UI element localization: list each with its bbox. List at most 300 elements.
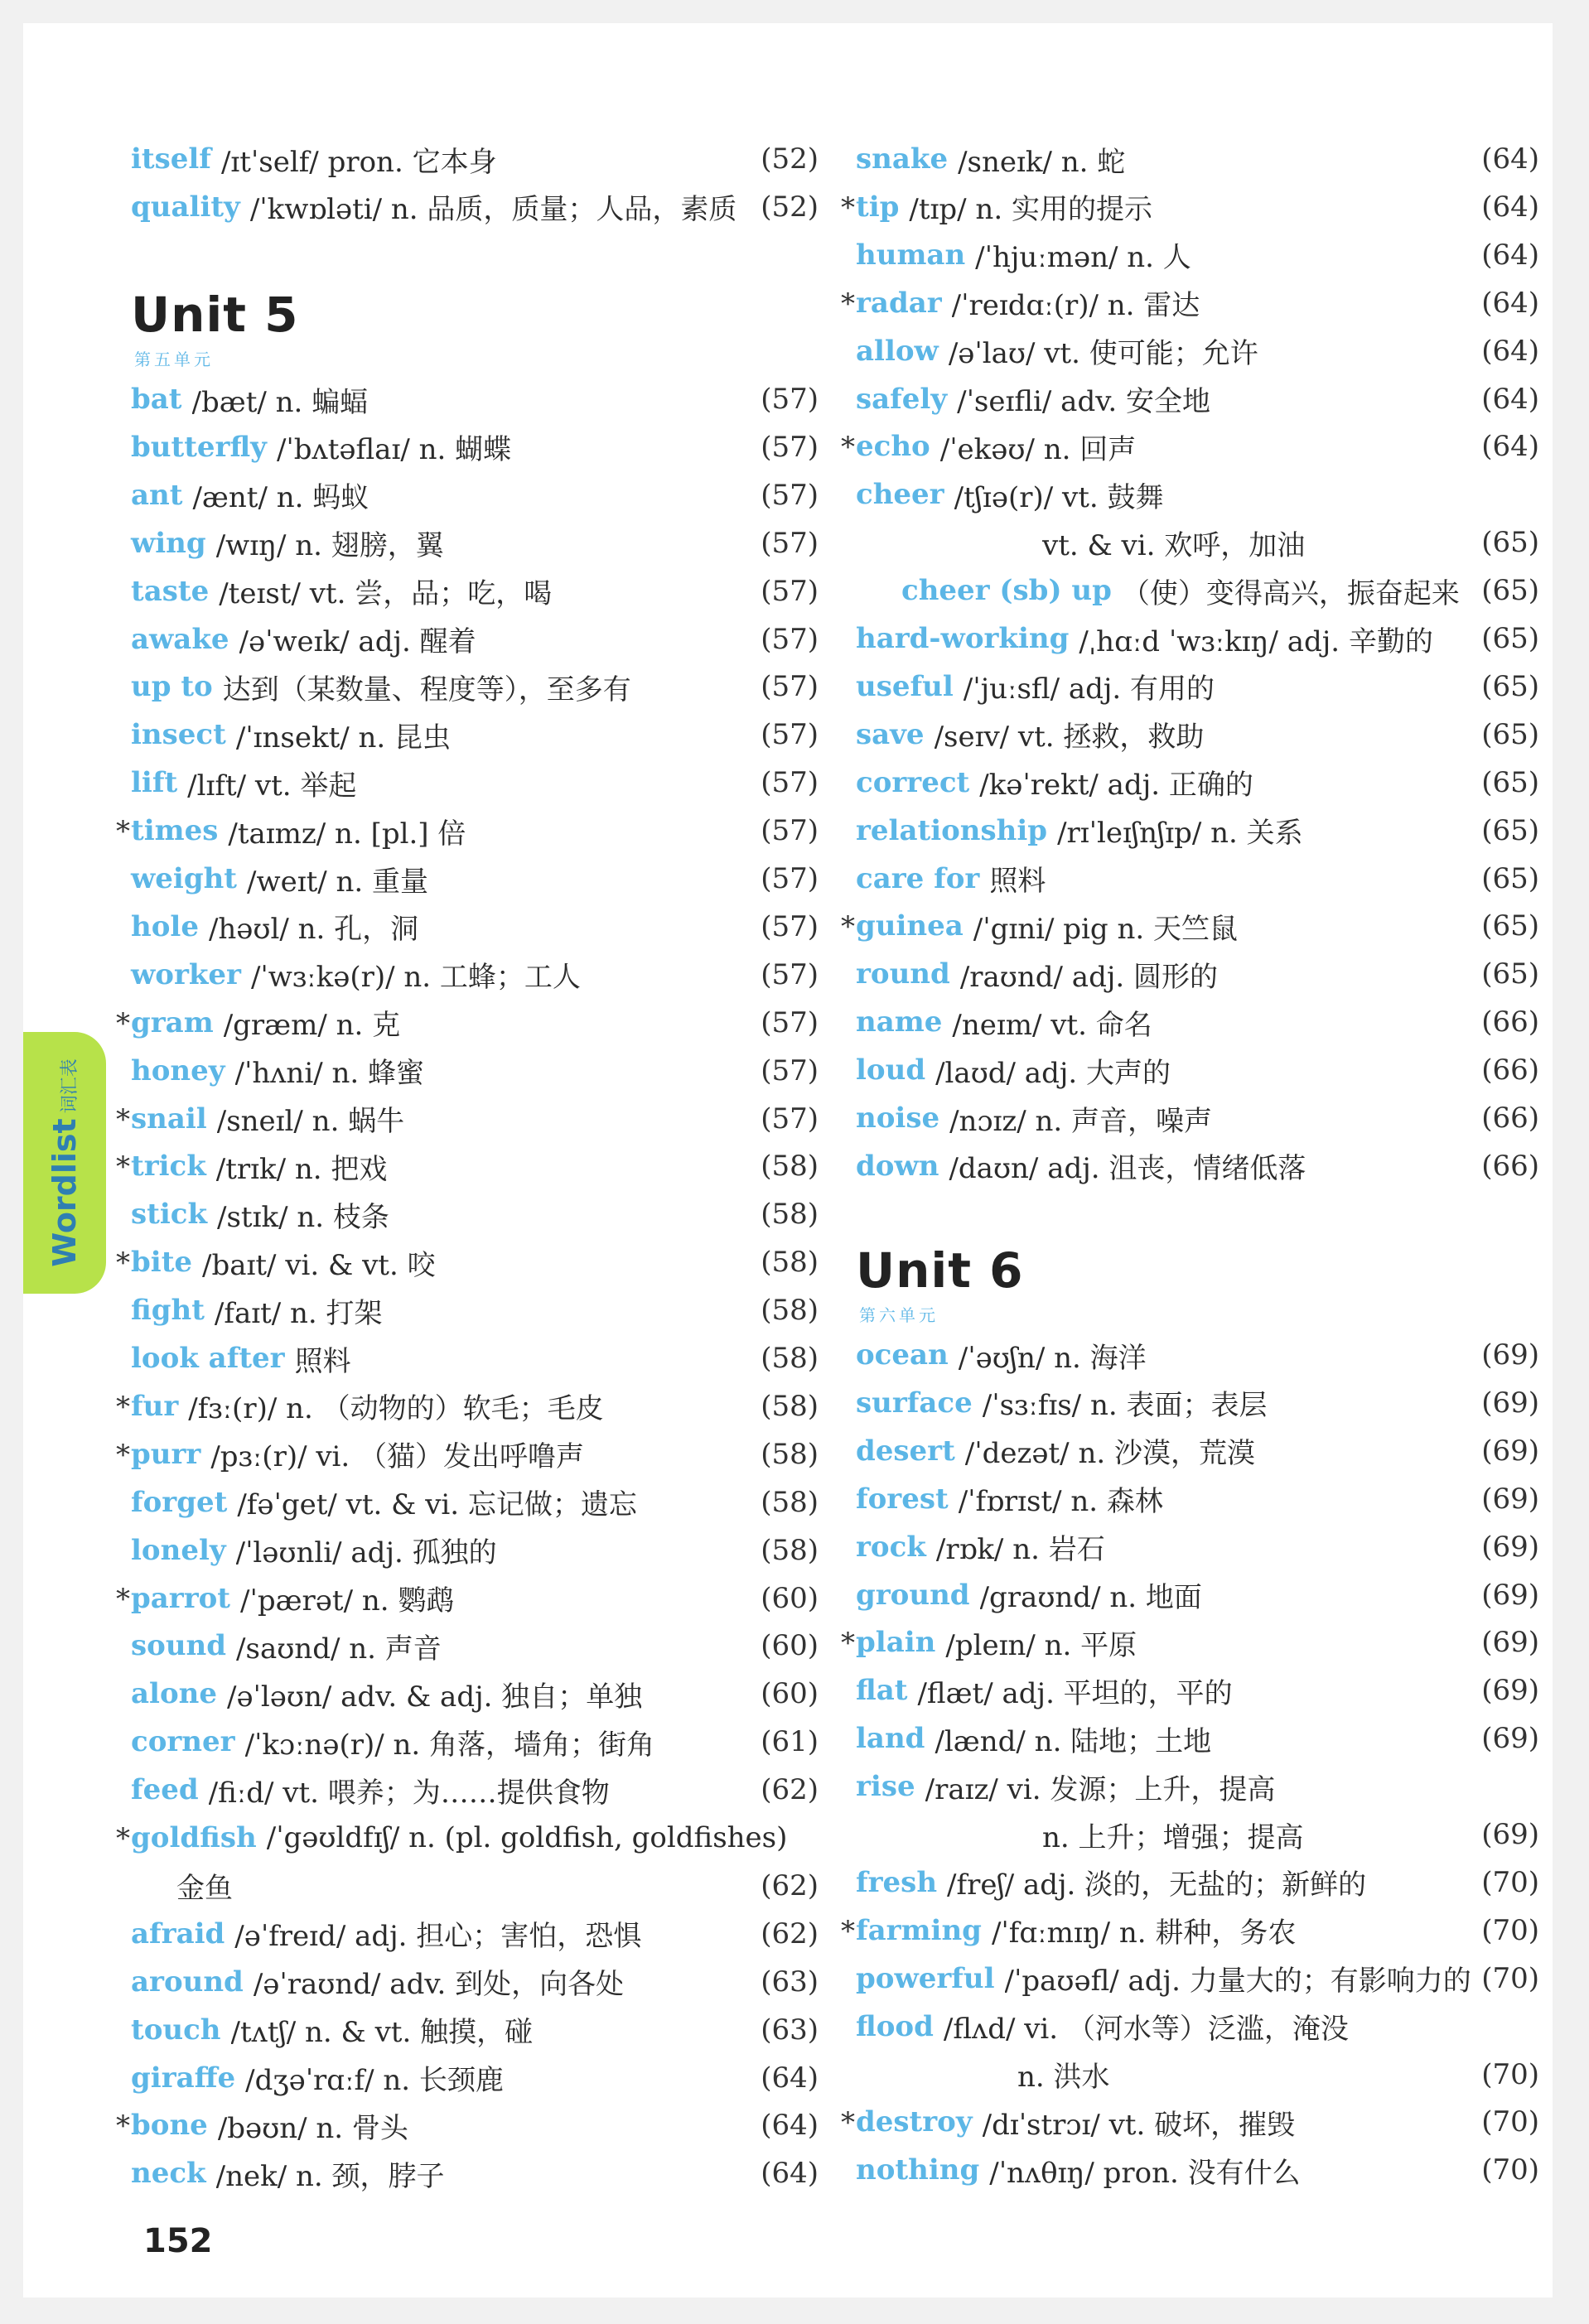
- asterisk-mark: *: [116, 1390, 130, 1424]
- page-reference: (57): [761, 1102, 819, 1135]
- word-entry: [116, 1815, 819, 1861]
- definition: /nek/ n. 颈，脖子: [215, 2159, 445, 2193]
- headword: taste: [131, 574, 210, 608]
- definition: /laʊd/ adj. 大声的: [935, 1056, 1171, 1090]
- definition: /pleɪn/ n. 平原: [945, 1628, 1137, 1662]
- page-reference: (65): [1481, 909, 1539, 943]
- word-entry: [116, 1239, 819, 1285]
- wordlist-tab-label: [46, 1058, 83, 1266]
- definition: /flʌd/ vi. （河水等）泛滥，淹没: [943, 2013, 1349, 2047]
- headword: lonely: [131, 1533, 226, 1567]
- page-reference: (58): [761, 1246, 819, 1280]
- word-entry: [856, 567, 1539, 614]
- definition: /teɪst/ vt. 尝，品；吃，喝: [219, 577, 553, 611]
- headword: save: [856, 717, 925, 751]
- page-reference: (65): [1481, 717, 1539, 751]
- definition: /graʊnd/ n. 地面: [979, 1581, 1202, 1614]
- asterisk-mark: *: [116, 2109, 130, 2143]
- page-reference: (58): [761, 1485, 819, 1519]
- headword: bat: [131, 383, 182, 416]
- headword: fresh: [856, 1865, 938, 1899]
- word-entry: [856, 1380, 1539, 1426]
- headword: goldfish: [131, 1821, 257, 1854]
- page-reference: (57): [761, 766, 819, 800]
- definition: /lɪft/ vt. 举起: [187, 769, 357, 803]
- definition: /rɒk/ n. 岩石: [935, 1533, 1105, 1567]
- headword: cheer (sb) up: [901, 574, 1112, 608]
- word-entry: [856, 328, 1539, 374]
- definition: n. 上升；增强；提高: [1042, 1820, 1304, 1854]
- word-entry: [841, 2099, 1539, 2145]
- page-reference: (69): [1481, 1578, 1539, 1612]
- definition: /ˈnʌθɪŋ/ pron. 没有什么: [989, 2156, 1301, 2190]
- word-entry: [116, 1383, 819, 1430]
- definition: 金鱼: [176, 1872, 233, 1906]
- definition: /ˈgɪni/ pig n. 天竺鼠: [973, 912, 1238, 946]
- definition: /bæt/ n. 蝙蝠: [191, 385, 369, 419]
- definition: 照料: [294, 1344, 351, 1378]
- page-reference: (70): [1481, 1913, 1539, 1947]
- page-reference: (65): [1481, 574, 1539, 608]
- headword: insect: [131, 718, 226, 752]
- definition: /ˈpaʊəfl/ adj. 力量大的；有影响力的: [1004, 1965, 1471, 1999]
- page-reference: (70): [1481, 1865, 1539, 1899]
- headword: round: [856, 957, 950, 991]
- headword: lift: [131, 766, 178, 800]
- headword: forget: [131, 1485, 228, 1519]
- page-reference: (64): [1481, 190, 1539, 224]
- definition: /sneɪl/ n. 蜗牛: [216, 1105, 405, 1138]
- word-entry: [841, 423, 1539, 470]
- page-reference: (64): [1481, 382, 1539, 416]
- word-entry: [116, 2102, 819, 2148]
- headword: care for: [856, 861, 980, 895]
- headword: rise: [856, 1770, 915, 1804]
- word-entry: [131, 1048, 819, 1094]
- definition: /rɪˈleɪʃnʃɪp/ n. 关系: [1057, 817, 1303, 851]
- headword: neck: [131, 2157, 206, 2191]
- headword: powerful: [856, 1961, 995, 1995]
- definition: /dɪˈstrɔɪ/ vt. 破坏，摧毁: [982, 2108, 1296, 2142]
- headword: cheer: [856, 478, 944, 512]
- page-reference: (58): [761, 1533, 819, 1567]
- page-reference: (57): [761, 1054, 819, 1087]
- definition: /ˈpærət/ n. 鹦鹉: [240, 1584, 455, 1618]
- page-reference: (66): [1481, 1102, 1539, 1135]
- definition: /flæt/ adj. 平坦的，平的: [917, 1676, 1233, 1710]
- headword: nothing: [856, 2153, 980, 2187]
- asterisk-mark: *: [841, 910, 855, 944]
- definition: /fɜː(r)/ n. （动物的）软毛；毛皮: [188, 1392, 604, 1426]
- word-entry: [856, 951, 1539, 997]
- definition: /ˈjuːsfl/ adj. 有用的: [963, 673, 1215, 706]
- word-entry: [856, 1859, 1539, 1906]
- definition: /bəʊn/ n. 骨头: [217, 2111, 408, 2145]
- asterisk-mark: *: [841, 287, 855, 321]
- page-reference: (60): [761, 1629, 819, 1663]
- page-reference: (65): [1481, 957, 1539, 991]
- definition: /ˈekəʊ/ n. 回声: [939, 432, 1137, 466]
- word-entry: [856, 615, 1539, 662]
- headword: echo: [856, 430, 930, 464]
- definition: /kəˈrekt/ adj. 正确的: [979, 769, 1253, 803]
- headword: weight: [131, 862, 238, 895]
- word-entry: [856, 2147, 1539, 2193]
- word-entry: [131, 2055, 819, 2101]
- definition: /fiːd/ vt. 喂养；为……提供食物: [208, 1776, 610, 1810]
- headword: surface: [856, 1386, 973, 1420]
- word-entry: [131, 568, 819, 615]
- page-reference: (57): [761, 814, 819, 848]
- headword: radar: [856, 286, 942, 320]
- asterisk-mark: *: [116, 815, 130, 849]
- word-entry: [131, 1335, 819, 1381]
- headword: flood: [856, 2009, 934, 2043]
- page-reference: (63): [761, 2013, 819, 2047]
- word-entry: [131, 1527, 819, 1574]
- word-entry: [131, 1863, 819, 1909]
- page-reference: (57): [761, 862, 819, 895]
- headword: hole: [131, 909, 199, 943]
- headword: plain: [856, 1626, 936, 1660]
- headword: noise: [856, 1102, 940, 1135]
- headword: useful: [856, 669, 954, 703]
- definition: /baɪt/ vi. & vt. 咬: [202, 1248, 436, 1282]
- tab-label-en: Wordlist: [46, 1118, 83, 1267]
- word-entry: [116, 1143, 819, 1189]
- page-reference: (58): [761, 1294, 819, 1328]
- page-reference: (57): [761, 478, 819, 512]
- definition: /ˈfɒrɪst/ n. 森林: [958, 1485, 1163, 1519]
- headword: honey: [131, 1054, 225, 1087]
- definition: /sneɪk/ n. 蛇: [958, 145, 1126, 179]
- headword: land: [856, 1722, 925, 1756]
- dictionary-page: [23, 23, 1553, 2297]
- definition: /ˈkɔːnə(r)/ n. 角落，墙角；街角: [244, 1728, 655, 1762]
- headword: desert: [856, 1434, 955, 1468]
- headword: name: [856, 1005, 943, 1039]
- word-entry: [856, 471, 1539, 518]
- page-reference: (69): [1481, 1338, 1539, 1372]
- definition: /ˈsɜːfɪs/ n. 表面；表层: [982, 1389, 1268, 1423]
- asterisk-mark: *: [116, 1006, 130, 1040]
- headword: quality: [131, 190, 240, 224]
- asterisk-mark: *: [116, 1102, 130, 1136]
- word-entry: [856, 711, 1539, 758]
- headword: parrot: [131, 1581, 231, 1615]
- headword: snake: [856, 142, 949, 176]
- definition: /ˈhʌni/ n. 蜂蜜: [234, 1057, 424, 1091]
- page-reference: (70): [1481, 2105, 1539, 2139]
- word-entry: [856, 2003, 1539, 2050]
- definition: /əˈlaʊ/ vt. 使可能；允许: [948, 337, 1258, 371]
- word-entry: [856, 1047, 1539, 1093]
- headword: correct: [856, 765, 970, 799]
- page-reference: (64): [1481, 334, 1539, 368]
- word-entry: [856, 663, 1539, 710]
- headword: sound: [131, 1629, 227, 1663]
- headword: corner: [131, 1725, 235, 1759]
- headword: awake: [131, 622, 229, 656]
- headword: times: [131, 814, 219, 848]
- page-reference: (64): [761, 2109, 819, 2143]
- definition: n. 洪水: [1017, 2061, 1110, 2094]
- headword: ground: [856, 1578, 970, 1612]
- headword: afraid: [131, 1917, 225, 1950]
- word-entry: [131, 1911, 819, 1957]
- page-reference: (57): [761, 526, 819, 560]
- definition: /əˈfreɪd/ adj. 担心；害怕，恐惧: [234, 1920, 642, 1954]
- unit-subheading: 第五单元: [134, 350, 214, 369]
- definition: /raʊnd/ adj. 圆形的: [959, 960, 1218, 994]
- page-reference: (69): [1481, 1818, 1539, 1851]
- definition: /ɪtˈself/ pron. 它本身: [220, 145, 497, 179]
- page-reference: (57): [761, 622, 819, 656]
- asterisk-mark: *: [841, 1627, 855, 1661]
- page-reference: (58): [761, 1389, 819, 1423]
- page-reference: (66): [1481, 1054, 1539, 1087]
- page-reference: (64): [1481, 142, 1539, 176]
- page-reference: (60): [761, 1581, 819, 1615]
- definition: /saʊnd/ n. 声音: [236, 1632, 442, 1666]
- headword: ocean: [856, 1338, 949, 1372]
- page-reference: (69): [1481, 1482, 1539, 1516]
- page-reference: (69): [1481, 1722, 1539, 1756]
- word-entry: [856, 136, 1539, 182]
- headword: worker: [131, 957, 241, 991]
- word-entry: [131, 1671, 819, 1717]
- definition: /lænd/ n. 陆地；土地: [935, 1724, 1212, 1758]
- headword: alone: [131, 1677, 217, 1711]
- headword: touch: [131, 2013, 221, 2047]
- page-reference: (58): [761, 1342, 819, 1375]
- page-reference: (66): [1481, 1005, 1539, 1039]
- word-entry: [856, 1763, 1539, 1810]
- headword: tip: [856, 190, 900, 224]
- word-entry: [856, 1332, 1539, 1378]
- page-reference: (65): [1481, 813, 1539, 847]
- definition: /neɪm/ vt. 命名: [952, 1008, 1152, 1042]
- definition: /ænt/ n. 蚂蚁: [192, 481, 369, 515]
- page-reference: (69): [1481, 1674, 1539, 1708]
- headword: wing: [131, 526, 206, 560]
- word-entry: [131, 1622, 819, 1669]
- page-reference: (57): [761, 718, 819, 752]
- word-entry: [116, 808, 819, 854]
- word-entry: [131, 376, 819, 422]
- word-entry: [841, 1907, 1539, 1954]
- headword: human: [856, 238, 966, 272]
- definition: /ˈbʌtəflaɪ/ n. 蝴蝶: [276, 433, 512, 467]
- asterisk-mark: *: [116, 1438, 130, 1472]
- page-reference: (70): [1481, 2057, 1539, 2091]
- definition: /ˈseɪfli/ adv. 安全地: [957, 385, 1210, 418]
- definition: /ˈɪnsekt/ n. 昆虫: [235, 721, 452, 755]
- definition: /freʃ/ adj. 淡的，无盐的；新鲜的: [947, 1868, 1367, 1902]
- headword: destroy: [856, 2105, 973, 2139]
- asterisk-mark: *: [841, 1914, 855, 1948]
- word-entry: [116, 1096, 819, 1142]
- definition: /fəˈget/ vt. & vi. 忘记做；遗忘: [237, 1488, 637, 1522]
- word-entry: [116, 1431, 819, 1478]
- page-reference: (65): [1481, 765, 1539, 799]
- word-entry: [131, 1479, 819, 1526]
- word-entry: [856, 1095, 1539, 1141]
- word-entry: [856, 1524, 1539, 1570]
- headword: farming: [856, 1913, 982, 1947]
- page-reference: (61): [761, 1725, 819, 1759]
- page-number: 152: [143, 2222, 213, 2260]
- headword: safely: [856, 382, 948, 416]
- asterisk-mark: *: [116, 1150, 130, 1184]
- definition: 照料: [989, 865, 1046, 898]
- headword: purr: [131, 1437, 201, 1471]
- definition: /tʌtʃ/ n. & vt. 触摸，碰: [230, 2016, 534, 2050]
- page-reference: (52): [761, 142, 819, 176]
- definition: /ˈwɜːkə(r)/ n. 工蜂；工人: [250, 961, 581, 995]
- word-entry: [856, 1476, 1539, 1522]
- headword: feed: [131, 1773, 199, 1807]
- word-entry: [131, 1287, 819, 1333]
- definition: /stɪk/ n. 枝条: [217, 1200, 389, 1234]
- headword: fight: [131, 1294, 205, 1328]
- page-reference: (69): [1481, 1626, 1539, 1660]
- page-reference: (65): [1481, 526, 1539, 560]
- page-reference: (58): [761, 1437, 819, 1471]
- headword: forest: [856, 1482, 949, 1516]
- page-reference: (69): [1481, 1386, 1539, 1420]
- word-entry: [131, 1191, 819, 1237]
- word-entry: [856, 759, 1539, 806]
- headword: down: [856, 1149, 939, 1183]
- unit-heading: Unit 6: [856, 1242, 1024, 1299]
- headword: trick: [131, 1150, 206, 1184]
- definition: /nɔɪz/ n. 声音，噪声: [949, 1104, 1213, 1138]
- page-reference: (57): [761, 670, 819, 704]
- word-entry: [131, 759, 819, 806]
- page-reference: (57): [761, 909, 819, 943]
- page-reference: (70): [1481, 2153, 1539, 2187]
- word-entry: [131, 904, 819, 950]
- word-entry: [856, 1811, 1539, 1858]
- word-entry: [131, 1767, 819, 1813]
- word-entry: [856, 1955, 1539, 2002]
- definition: /ˈləʊnli/ adj. 孤独的: [235, 1536, 497, 1570]
- word-entry: [856, 2052, 1539, 2098]
- page-reference: (69): [1481, 1434, 1539, 1468]
- headword: look after: [131, 1342, 285, 1375]
- headword: flat: [856, 1674, 908, 1708]
- definition: /ˈəʊʃn/ n. 海洋: [958, 1341, 1147, 1375]
- word-entry: [131, 424, 819, 470]
- word-entry: [841, 903, 1539, 949]
- page-reference: (63): [761, 1965, 819, 1999]
- word-entry: [856, 232, 1539, 278]
- tab-label-cn: 词汇表: [60, 1058, 80, 1114]
- word-entry: [856, 1572, 1539, 1618]
- page-reference: (64): [1481, 238, 1539, 272]
- definition: /əˈləʊn/ adv. & adj. 独自；单独: [226, 1680, 643, 1714]
- unit-heading: Unit 5: [131, 287, 299, 343]
- definition: /trɪk/ n. 把戏: [215, 1152, 388, 1186]
- page-reference: (52): [761, 190, 819, 224]
- definition: /dʒəˈrɑːf/ n. 长颈鹿: [245, 2064, 504, 2097]
- asterisk-mark: *: [841, 2106, 855, 2140]
- definition: /raɪz/ vi. 发源；上升，提高: [925, 1772, 1276, 1806]
- page-reference: (64): [761, 2061, 819, 2095]
- definition: /weɪt/ n. 重量: [247, 865, 429, 899]
- headword: gram: [131, 1005, 214, 1039]
- word-entry: [131, 520, 819, 567]
- headword: up to: [131, 670, 213, 704]
- definition: /ˈgəʊldfɪʃ/ n. (pl. goldfish, goldfishes): [266, 1821, 788, 1854]
- headword: allow: [856, 334, 939, 368]
- headword: ant: [131, 478, 183, 512]
- page-reference: (57): [761, 383, 819, 416]
- page-reference: (60): [761, 1677, 819, 1711]
- word-entry: [856, 999, 1539, 1045]
- word-entry: [116, 1000, 819, 1046]
- page-reference: (64): [1481, 286, 1539, 320]
- page-reference: (65): [1481, 861, 1539, 895]
- definition: /taɪmz/ n. [pl.] 倍: [228, 817, 466, 851]
- headword: loud: [856, 1054, 926, 1087]
- word-entry: [856, 1143, 1539, 1189]
- page-reference: (64): [1481, 430, 1539, 464]
- word-entry: [131, 1719, 819, 1765]
- page-reference: (57): [761, 957, 819, 991]
- definition: /pɜː(r)/ vi. （猫）发出呼噜声: [210, 1440, 585, 1474]
- page-reference: (62): [761, 1917, 819, 1950]
- asterisk-mark: *: [841, 431, 855, 465]
- unit-subheading: 第六单元: [859, 1305, 939, 1325]
- headword: hard-working: [856, 622, 1070, 655]
- headword: stick: [131, 1198, 208, 1232]
- page-reference: (64): [761, 2157, 819, 2191]
- word-entry: [131, 2007, 819, 2053]
- definition: /həʊl/ n. 孔，洞: [208, 913, 419, 947]
- word-entry: [841, 184, 1539, 230]
- word-entry: [131, 1959, 819, 2005]
- headword: bone: [131, 2109, 208, 2143]
- word-entry: [841, 1619, 1539, 1666]
- definition: vt. & vi. 欢呼，加油: [1042, 528, 1306, 562]
- headword: snail: [131, 1102, 207, 1135]
- definition: /wɪŋ/ n. 翅膀，翼: [215, 529, 444, 563]
- asterisk-mark: *: [841, 190, 855, 224]
- definition: 达到（某数量、程度等），至多有: [222, 673, 631, 706]
- definition: /ˈfɑːmɪŋ/ n. 耕种，务农: [991, 1917, 1297, 1950]
- headword: rock: [856, 1530, 926, 1564]
- word-entry: [131, 2150, 819, 2196]
- asterisk-mark: *: [116, 1822, 130, 1855]
- definition: /əˈraʊnd/ adv. 到处，向各处: [253, 1968, 625, 2002]
- word-entry: [856, 808, 1539, 854]
- word-entry: [131, 616, 819, 663]
- word-entry: [131, 136, 819, 182]
- definition: /ˈhjuːmən/ n. 人: [975, 241, 1191, 275]
- page-reference: (70): [1481, 1961, 1539, 1995]
- word-entry: [131, 663, 819, 710]
- page-reference: (62): [761, 1773, 819, 1807]
- page-reference: (57): [761, 1005, 819, 1039]
- word-entry: [116, 1575, 819, 1622]
- page-reference: (57): [761, 430, 819, 464]
- definition: /faɪt/ n. 打架: [214, 1296, 383, 1330]
- page-reference: (65): [1481, 622, 1539, 655]
- word-entry: [131, 952, 819, 998]
- page-reference: (65): [1481, 669, 1539, 703]
